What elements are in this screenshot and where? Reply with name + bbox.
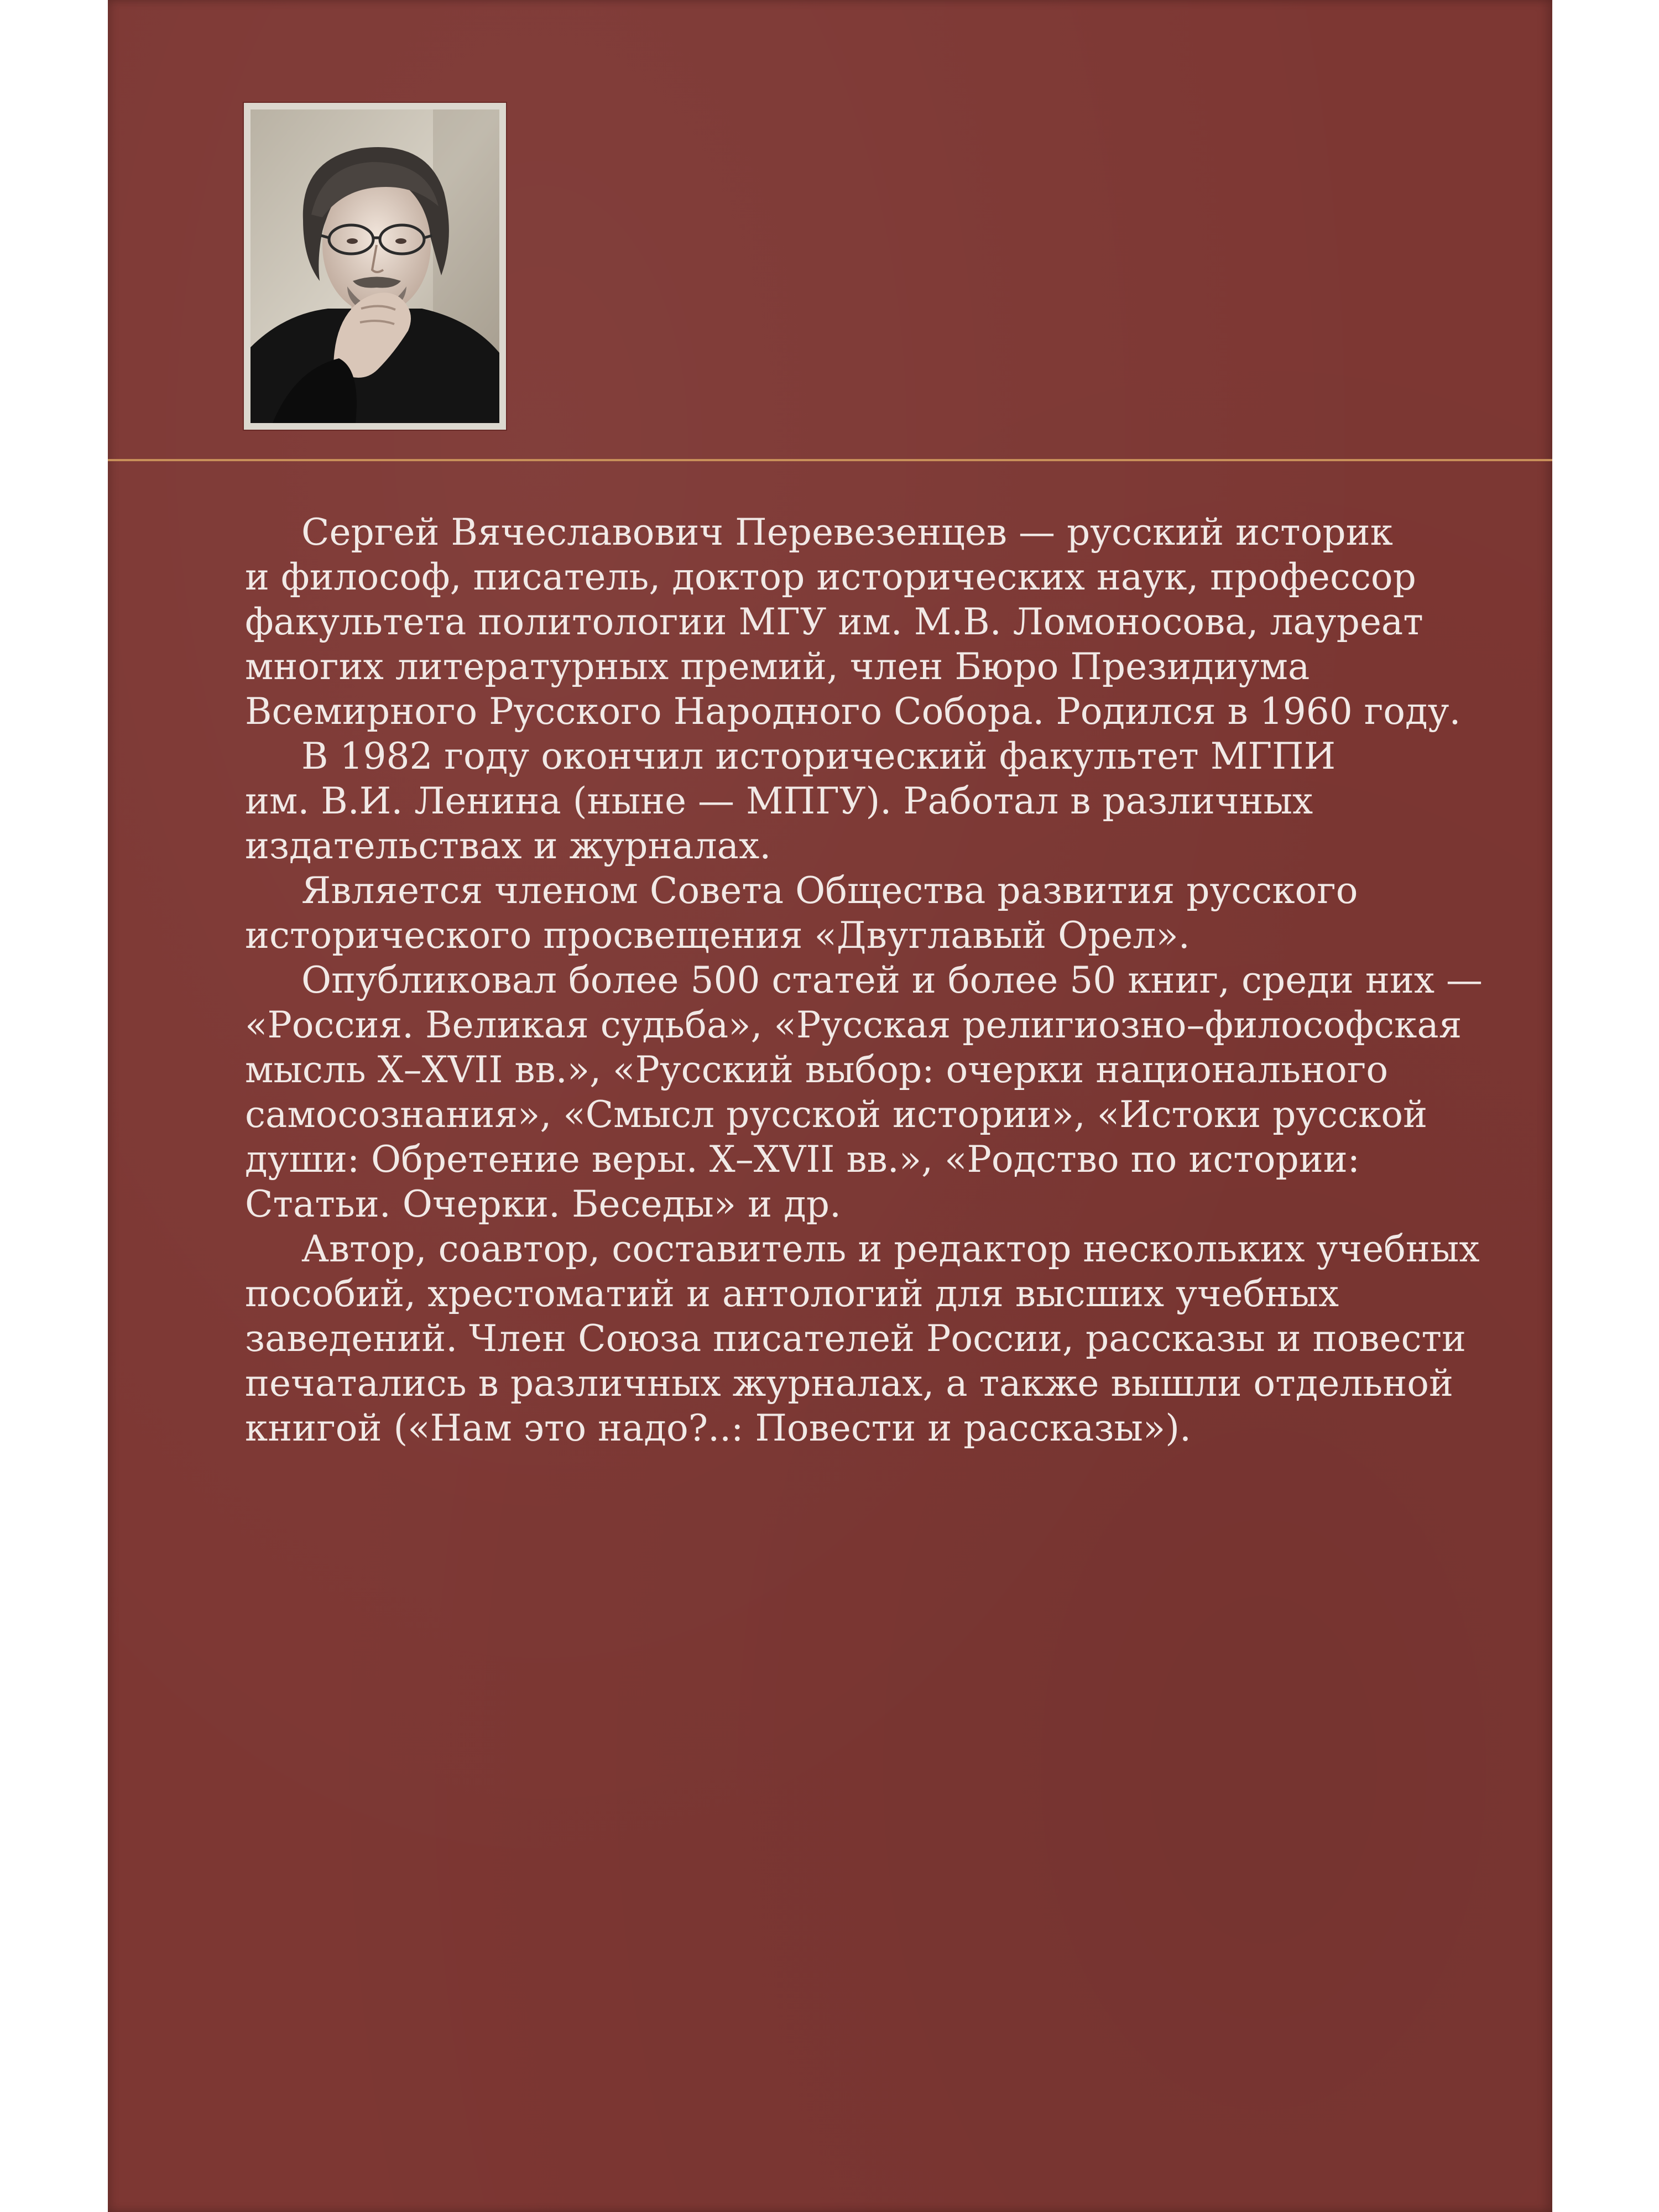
author-portrait-icon [251,109,499,423]
bio-line: «Россия. Великая судьба», «Русская религиозно–философская [245,1004,1462,1046]
bio-line: самосознания», «Смысл русской истории», «Истоки русской [245,1093,1428,1136]
bio-line: книгой («Нам это надо?..: Повести и рассказы»). [245,1407,1192,1449]
bio-line: Опубликовал более 500 статей и более 50 книг, среди них — [301,959,1483,1001]
bio-line: Всемирного Русского Народного Собора. Родился в 1960 году. [245,690,1461,733]
bio-line: многих литературных премий, член Бюро Президиума [245,645,1310,688]
bio-line: и философ, писатель, доктор исторических наук, профессор [245,556,1416,598]
bio-line: пособий, хрестоматий и антологий для высших учебных [245,1272,1339,1315]
bio-paragraph-5 [245,1227,1478,1451]
bio-line: Является членом Совета Общества развития русского [301,869,1358,912]
bio-line: издательствах и журналах. [245,825,771,867]
bio-line: Автор, соавтор, составитель и редактор нескольких учебных [301,1228,1480,1270]
bio-line: В 1982 году окончил исторический факультет МГПИ [301,735,1336,778]
bio-line: мысль X–XVII вв.», «Русский выбор: очерки национального [245,1048,1389,1091]
bio-line: печатались в различных журналах, а также вышли отдельной [245,1362,1453,1405]
bio-paragraph-4 [245,958,1483,1227]
bio-paragraph-2 [245,734,1478,868]
bio-line: факультета политологии МГУ им. М.В. Ломоносова, лауреат [245,601,1423,643]
bio-line: Статьи. Очерки. Беседы» и др. [245,1183,841,1225]
bio-paragraph-3 [245,868,1478,958]
divider-rule [108,459,1552,461]
author-photo-frame [244,103,506,430]
bio-line: души: Обретение веры. X–XVII вв.», «Родство по истории: [245,1138,1360,1181]
bio-line: исторического просвещения «Двуглавый Орел». [245,914,1190,957]
bio-line: заведений. Член Союза писателей России, рассказы и повести [245,1317,1467,1360]
bio-paragraph-1 [245,510,1478,734]
bio-line: Сергей Вячеславович Перевезенцев — русский историк [301,511,1393,554]
bio-line: им. В.И. Ленина (ныне — МПГУ). Работал в различных [245,780,1313,822]
author-bio [245,510,1483,1451]
